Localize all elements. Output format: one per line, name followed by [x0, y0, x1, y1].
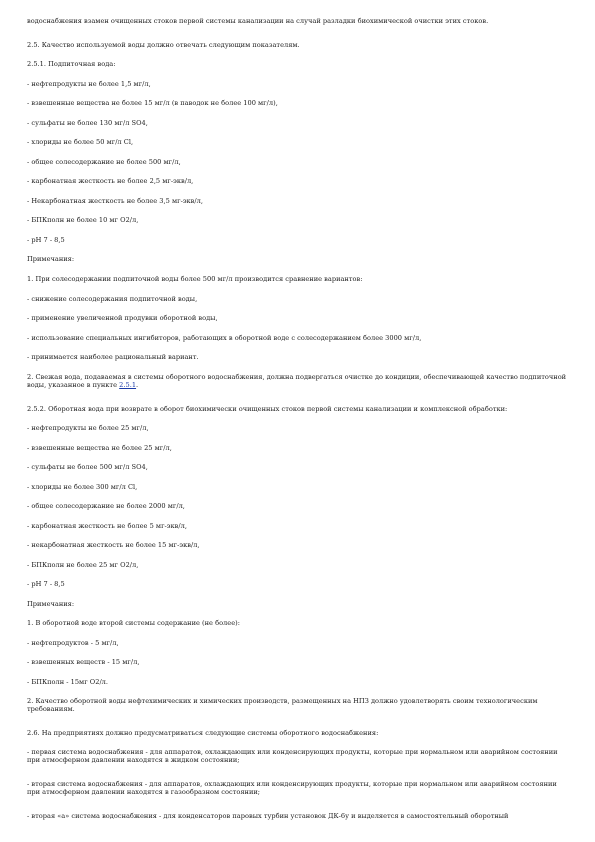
list-item: - pH 7 - 8,5 [27, 580, 65, 588]
list-item: - взвешенные вещества не более 25 мг/л, [27, 444, 172, 452]
list-item: - сульфаты не более 500 мг/л SO4, [27, 463, 148, 471]
note-paragraph [27, 373, 567, 389]
paragraph: водоснабжения взамен очищенных стоков первой системы канализации на случай разладки биохимической очистки этих стоков. [27, 17, 489, 25]
list-item: - нефтепродуктов - 5 мг/л, [27, 639, 119, 647]
list-item: - взвешенных веществ - 15 мг/л, [27, 658, 140, 666]
list-item: - нефтепродукты не более 1,5 мг/л, [27, 80, 151, 88]
list-item: - БПКполн - 15мг O2/л. [27, 678, 109, 686]
list-item: - некарбонатная жесткость не более 15 мг-экв/л, [27, 541, 200, 549]
list-item: - использование специальных ингибиторов, работающих в оборотной воде с солесодержанием более 3000 мг/л, [27, 334, 422, 342]
list-item: - первая система водоснабжения - для аппаратов, охлаждающих или конденсирующих продукты, которые при нормальном или аварийном состоянии при атмосферном давлении находятся в жидком состоянии; [27, 748, 558, 764]
list-item: - общее солесодержание не более 2000 мг/л, [27, 502, 185, 510]
list-item: - принимается наиболее рациональный вариант. [27, 353, 199, 361]
notes-heading: Примечания: [27, 255, 75, 263]
note-paragraph: 1. При солесодержании подпиточной воды более 500 мг/л производится сравнение вариантов: [27, 275, 363, 283]
list-item: - БПКполн не более 25 мг O2/л, [27, 561, 139, 569]
list-item: - применение увеличенной продувки оборотной воды, [27, 314, 218, 322]
list-item: - карбонатная жесткость не более 5 мг-экв/л, [27, 522, 187, 530]
list-item: - хлориды не более 50 мг/л Cl, [27, 138, 134, 146]
note-text-end: . [136, 381, 139, 389]
notes-heading: Примечания: [27, 600, 75, 608]
section-heading: 2.6. На предприятиях должно предусматриваться следующие системы оборотного водоснабжения: [27, 729, 379, 737]
note-paragraph: 2. Качество оборотной воды нефтехимических и химических производств, размещенных на НПЗ должно удовлетворять своим технологическим требованиям. [27, 697, 538, 713]
list-item: - вторая система водоснабжения - для аппаратов, охлаждающих или конденсирующих продукты, которые при нормальном или аварийном состоянии при атмосферном давлении находятся в газообразном состоянии; [27, 780, 557, 796]
list-item: - БПКполн не более 10 мг O2/л, [27, 216, 139, 224]
list-item: - нефтепродукты не более 25 мг/л, [27, 424, 149, 432]
list-item: - вторая «а» система водоснабжения - для конденсаторов паровых турбин установок ДК-6у и выделяется в самостоятельный оборотный [27, 812, 509, 820]
section-heading: 2.5. Качество используемой воды должно отвечать следующим показателям. [27, 41, 300, 49]
list-item: - сульфаты не более 130 мг/л SO4, [27, 119, 148, 127]
clause-link[interactable]: 2.5.1 [119, 381, 137, 389]
list-item: - общее солесодержание не более 500 мг/л, [27, 158, 181, 166]
list-item: - взвешенные вещества не более 15 мг/л (в паводок не более 100 мг/л), [27, 99, 278, 107]
note-text: 2. Свежая вода, подаваемая в системы оборотного водоснабжения, должна подвергаться очистке до кондиции, обеспечивающей качество подпиточной воды, указанное в пункте [27, 373, 567, 389]
subsection-heading: 2.5.1. Подпиточная вода: [27, 60, 116, 68]
list-item: - хлориды не более 300 мг/л Cl, [27, 483, 138, 491]
list-item: - Некарбонатная жесткость не более 3,5 мг-экв/л, [27, 197, 203, 205]
list-item: - pH 7 - 8,5 [27, 236, 65, 244]
subsection-heading: 2.5.2. Оборотная вода при возврате в оборот биохимически очищенных стоков первой системы канализации и комплексной обработки: [27, 405, 508, 413]
list-item: - снижение солесодержания подпиточной воды, [27, 295, 198, 303]
note-paragraph: 1. В оборотной воде второй системы содержание (не более): [27, 619, 240, 627]
list-item: - карбонатная жесткость не более 2,5 мг-экв/л, [27, 177, 194, 185]
